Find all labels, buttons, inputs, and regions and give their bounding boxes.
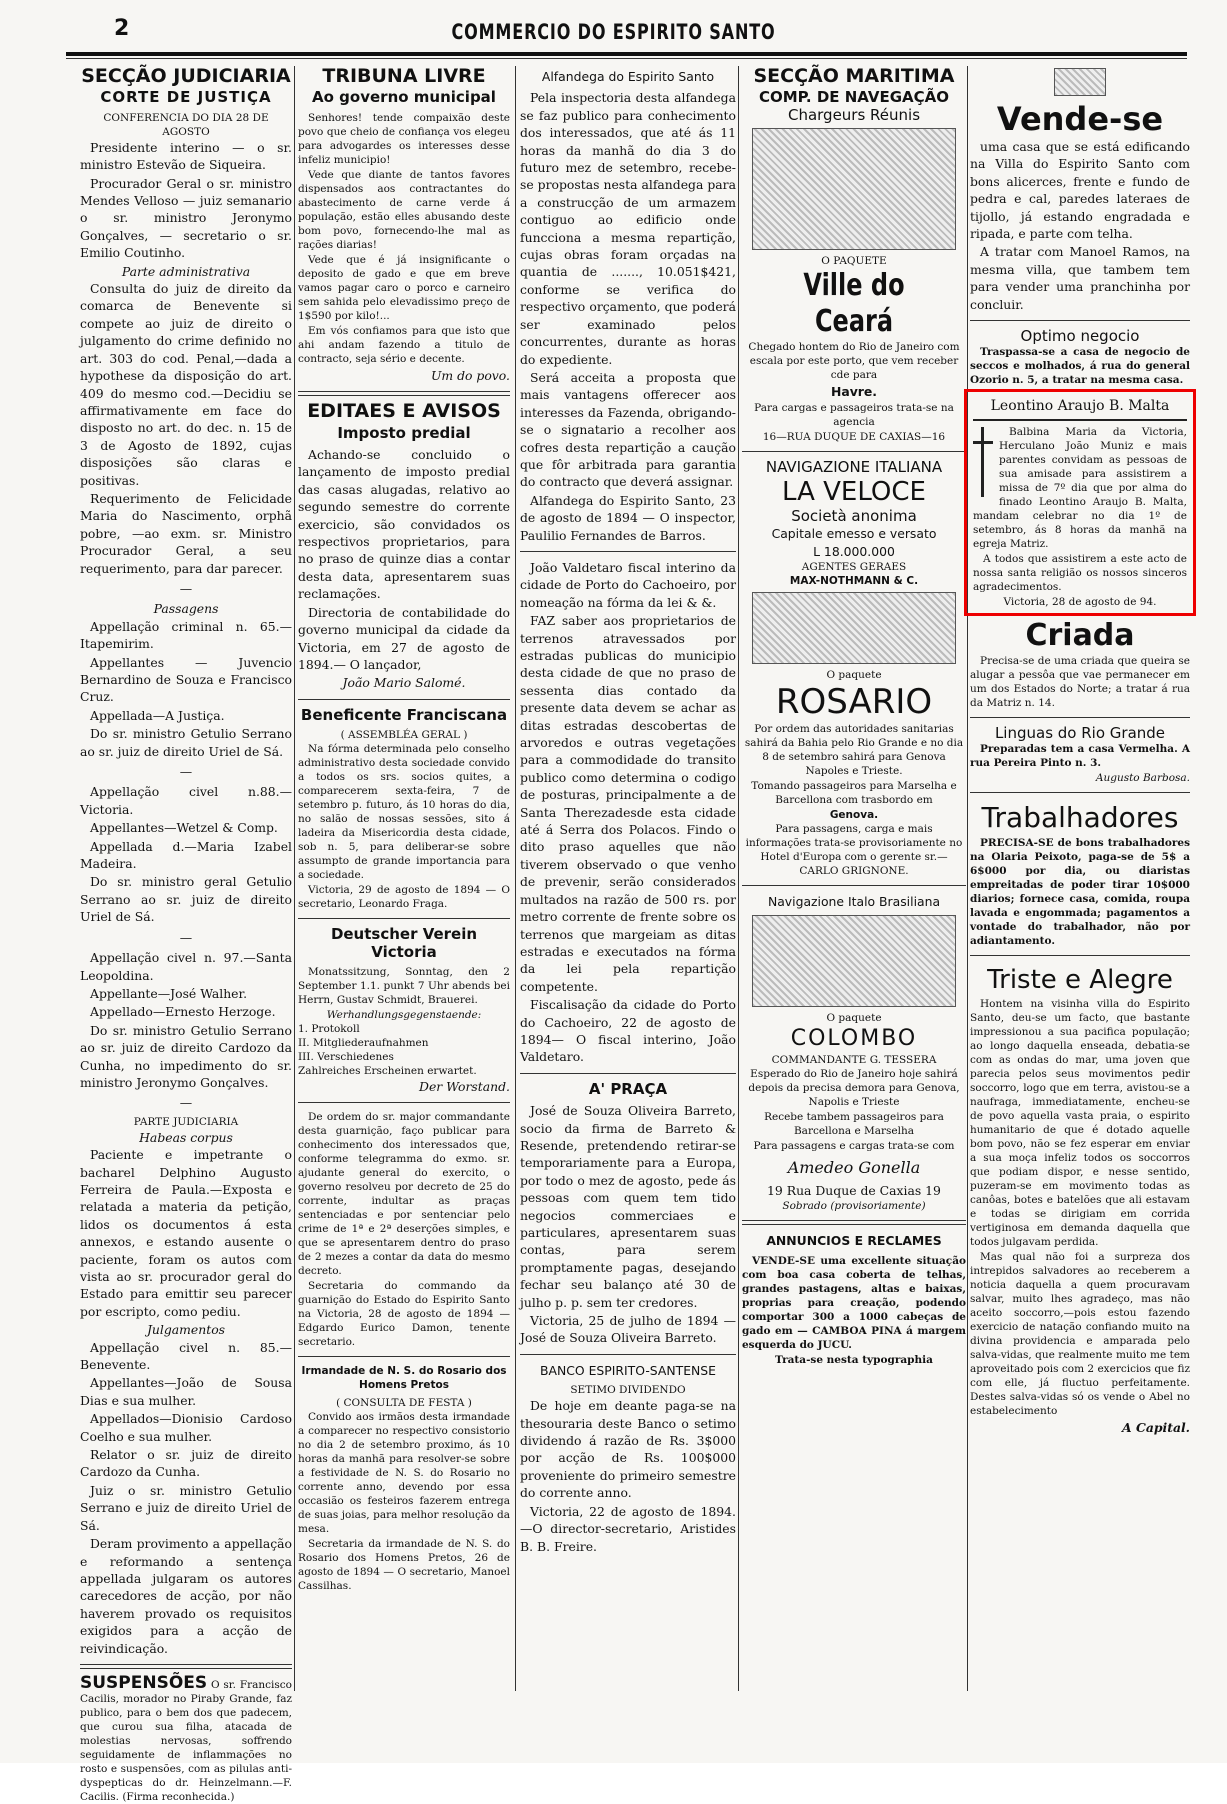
paragraph: Hontem na visinha villa do Espirito Santo, deu-se um facto, que bastante impressionou a sua pacifica população; ao longo daquella enseada, debatia-se com as ondas do mar, uma joven que parecia pelos seus movimentos pedir soccorro, logo que em terra, avistou-se a naufraga, immediatamente, encheu-se de povo aquella vasta praia, o espirito humanitario de que é dotado aquelle bom povo, não se fez esperar em enviar a sua moça infeliz todos os soccorros que podiam dispor, e nesse sentido, puzeram-se em movimento todas as canôas, botes e batelões que ali estavam e todas se dirigiam em corrida vertiginosa em demanda daquella que todos julgavam perdida.: [970, 998, 1190, 1249]
paragraph: De ordem do sr. major commandante desta guarnição, faço publicar para conhecimento dos interessados que, conforme telegramma do exmo. sr. ajudante general do exercito, o governo resolveu por decreto de 25 do corrente, indultar as praças sentenciadas e por sentenciar pelo crime de 1ª e 2ª deserções simples, e que se apresentarem dentro do praso de 2 mezes a contar da data do mesmo decreto.: [298, 1111, 510, 1278]
list-item: III. Verschiedenes: [298, 1050, 394, 1063]
label: Società anonima: [791, 507, 917, 526]
section-title: TRIBUNA LIVRE: [322, 65, 486, 87]
paragraph: Victoria, 22 de agosto de 1894.—O director-secretario, Aristides B. B. Freire.: [520, 1503, 736, 1554]
ad-title: Trabalhadores: [981, 801, 1179, 835]
paragraph: Do sr. ministro Getulio Serrano ao sr. juiz de direito Uriel de Sá.: [80, 726, 292, 759]
section-title: ANNUNCIOS E RECLAMES: [766, 1233, 942, 1249]
paragraph: Tomando passageiros para Marselha e Barcellona com trasbordo em: [751, 780, 957, 807]
notice-name: Leontino Araujo B. Malta: [973, 398, 1187, 420]
paragraph: Presidente interino — o sr. ministro Estevão de Siqueira.: [80, 139, 292, 173]
ad-title: Optimo negocio: [1020, 327, 1140, 346]
label: AGENTES GERAES: [801, 561, 907, 574]
signature: João Mario Salomé.: [342, 675, 466, 691]
destination: Havre.: [830, 384, 878, 400]
paragraph: Alfandega do Espirito Santo, 23 de agosto de 1894 — O inspector, Paulilio Fernandes de Barros.: [520, 492, 736, 543]
list-item: Zahlreiches Erscheinen erwartet.: [298, 1064, 477, 1077]
paragraph: Em vós confiamos para que isto que ahi andam fazendo a titulo de contracto, seja sério e decente.: [298, 324, 510, 365]
paragraph: Appellantes—Wetzel & Comp.: [90, 820, 278, 836]
paragraph: Balbina Maria da Victoria, Herculano João Muniz e mais parentes convidam as pessoas de sua amisade para assistirem a missa de 7º dia que por alma do finado Leontino Araujo B. Malta, mandam celebrar no dia 1º de setembro, ás 8 horas da manhã na egreja Matriz.: [973, 425, 1187, 550]
paragraph: Victoria, 25 de julho de 1894 —José de Souza Oliveira Barreto.: [520, 1313, 736, 1346]
label: Sobrado (provisoriamente): [782, 1200, 926, 1213]
ship-name: COLOMBO: [790, 1025, 918, 1051]
header-rule: [66, 52, 1187, 56]
paragraph: Vede que é já insignificante o deposito de gado e que em breve vamos pagar caro o porco e carneiro sem sahida pelo elevadissimo preço de 1$590 por kilo!...: [298, 253, 510, 322]
company-name: COMP. DE NAVEGAÇÃO: [758, 88, 950, 107]
paragraph: Appellantes — Juvencio Bernardino de Souza e Francisco Cruz.: [80, 654, 292, 705]
list-item: 1. Protokoll: [298, 1022, 360, 1035]
column-tribuna: [298, 64, 510, 1694]
paragraph: João Valdetaro fiscal interino da cidade de Porto do Cachoeiro, por nomeação na fórma da lei & &.: [520, 559, 736, 610]
paragraph: Traspassa-se a casa de negocio de seccos e molhados, á rua do general Ozorio n. 5, a tratar na mesma casa.: [970, 346, 1190, 387]
paragraph: Relator o sr. juiz de direito Cardozo da Cunha.: [80, 1447, 292, 1480]
paragraph: Juiz o sr. ministro Getulio Serrano e juiz de direito Uriel de Sá.: [80, 1482, 292, 1533]
subheading: Julgamentos: [146, 1322, 226, 1338]
paragraph: Convido aos irmãos desta irmandade a comparecer no respectivo consistorio no dia 2 de setembro proximo, ás 10 horas da manhã para resolver-se sobre a festividade de N. S. do Rosario no corrente anno, devendo por essa occasião os festeiros fazerem entrega de suas joias, para melhor resolução da mesa.: [298, 1411, 510, 1536]
column-notices: [520, 64, 736, 1694]
building-icon: [1054, 68, 1106, 96]
paragraph: Vede que diante de tantos favores dispensados aos contractantes do abastecimento de carne verde á população, estão elles abusando deste bom povo, fornecendo-lhe mal as rações diarias!: [298, 168, 510, 251]
paragraph: Directoria de contabilidade do governo municipal da cidade da Victoria, em 27 de agosto de 1894.— O lançador,: [298, 604, 510, 672]
article-title: Irmandade de N. S. do Rosario dos Homens Pretos: [301, 1365, 507, 1392]
subheading: ( ASSEMBLÉA GERAL ): [340, 729, 468, 742]
subheading: Passagens: [153, 601, 219, 617]
subheading: Parte administrativa: [121, 263, 251, 279]
paragraph: Appellado—Ernesto Herzoge.: [90, 1004, 276, 1020]
paragraph: Para passagens, carga e mais informações trata-se provisoriamente no Hotel d'Europa com o gerente sr.—CARLO GRIGNONE.: [745, 823, 963, 878]
paragraph: uma casa que se está edificando na Villa do Espirito Santo com bons alicerces, frente e fundo de pedra e cal, paredes lateraes de tijollo, já estando engradada e ripada, e parte com telha.: [970, 139, 1190, 242]
address: 16—RUA DUQUE DE CAXIAS—16: [762, 430, 946, 443]
cross-icon: [973, 427, 993, 497]
article-title: Ao governo municipal: [312, 88, 496, 107]
paragraph: Secretaria do commando da guarnição do Estado do Espirito Santo na Victoria, 28 de agosto de 1894 — Edgardo Eurico Damon, tenente secretario.: [298, 1280, 510, 1349]
paragraph: Appellada d.—Maria Izabel Madeira.: [80, 838, 292, 872]
paragraph: Appellada—A Justiça.: [90, 707, 225, 723]
paragraph: Appellação criminal n. 65.—Itapemirim.: [80, 618, 292, 652]
article-title: BANCO ESPIRITO-SANTENSE: [539, 1362, 716, 1378]
article-title: Deutscher Verein Victoria: [330, 925, 478, 961]
subheading: Habeas corpus: [139, 1129, 233, 1145]
masthead-title: COMMERCIO DO ESPIRITO SANTO: [451, 20, 776, 44]
section-title: SECÇÃO JUDICIARIA: [81, 65, 291, 87]
article-title: Imposto predial: [337, 423, 471, 442]
ship-name: Ville do Ceará: [803, 268, 905, 340]
paragraph: Procurador Geral o sr. ministro Mendes Velloso — juiz semanario o sr. ministro Jeronymo Gonçalves, — secretario o sr. Emilio Coutinho.: [80, 175, 292, 261]
page-number: 2: [114, 16, 130, 41]
signature: Um do povo.: [430, 367, 510, 383]
subheading: PARTE JUDICIARIA: [133, 1115, 239, 1128]
paragraph: Consulta do juiz de direito da comarca de Benevente si compete ao juiz de direito o julgamento do crime definido no art. 303 do cod. Penal,—dada a hypothese da disposição do art. 409 do mesmo cod.—Decidiu se affirmativamente em face do disposto no art. do dec. n. 15 de 3 de Agosto de 1892, cujas disposições são claras e positivas.: [80, 281, 292, 488]
paragraph: Precisa-se de uma criada que queira se alugar a pessôa que vae permanecer em um dos Estados do Norte; a tratar á rua da Matriz n. 14.: [970, 654, 1190, 709]
agent-name: Amedeo Gonella: [787, 1157, 921, 1177]
article-title: A' PRAÇA: [588, 1079, 668, 1098]
company-name: Navigazione Italo Brasiliana: [767, 894, 941, 910]
paragraph: Chegado hontem do Rio de Janeiro com escala por este porto, que vem receber cde para: [748, 341, 960, 382]
column-divider: [515, 66, 516, 1691]
ad-title: Triste e Alegre: [987, 965, 1173, 996]
paragraph: Secretaria da irmandade de N. S. do Rosario dos Homens Pretos, 26 de agosto de 1894 — O secretario, Manoel Cassilhas.: [298, 1538, 510, 1593]
label: O PAQUETE: [821, 255, 887, 268]
company-name: Chargeurs Réunis: [787, 105, 921, 124]
list-item: II. Mitgliederaufnahmen: [298, 1036, 429, 1049]
paragraph: Appellantes—João de Sousa Dias e sua mulher.: [80, 1375, 292, 1408]
ship-illustration: [752, 592, 956, 664]
ad-title: Vende-se: [996, 100, 1164, 138]
address: 19 Rua Duque de Caxias 19: [767, 1183, 941, 1199]
column-divider: [294, 66, 295, 1691]
paragraph: José de Souza Oliveira Barreto, socio da firma de Barreto & Resende, pretendendo retirar-se temporariamente para a Europa, por todo o mez de agosto, pede ás pessoas com quem tem tido negocios commerciaes e particulares, apresentarem suas contas, para serem promptamente pagas, desejando fechar seu balanço até 30 de julho p. p. sem ter credores.: [520, 1103, 736, 1310]
ad-text: O sr. Francisco Cacilis, morador no Piraby Grande, faz publico, para o bem dos que padecem, que curou sua filha, atacada de molestias nervosas, soffrendo seguidamente de inflammações no rosto e suspensões, com as pilulas anti-dyspepticas do dr. Heinzelmann.—F. Cacilis. (Firma reconhecida.): [80, 1678, 292, 1803]
paragraph: Mas qual não foi a surpreza dos intrepidos salvadores ao receberem a noticia daquella a quem procuravam salvar, muito lhes agradeço, mas não aceito soccorro,—pois estou fazendo exercicio de natação confiando muito na divina providencia e amparada pelo salva-vidas, que realmente muito me tem aproveitado pois com 2 exercicios que fiz com elle, já fluctuo perfeitamente. Destes salva-vidas só os vende o Abel no estabelecimento: [970, 1251, 1190, 1418]
subheading: SETIMO DIVIDENDO: [570, 1384, 686, 1397]
paragraph: Paciente e impetrante o bacharel Delphino Augusto Ferreira de Paula.—Exposta e relatada a materia da petição, lidos os documentos á esta annexos, e estando ausente o paciente, foram os autos com vista ao sr. procurador geral do Estado para emittir seu parecer por escripto, como pediu.: [80, 1147, 292, 1319]
subheading: Werhandlungsgegenstaende:: [326, 1008, 482, 1021]
ad-title: Criada: [1025, 617, 1135, 653]
label: COMMANDANTE G. TESSERA: [771, 1053, 937, 1066]
highlighted-obituary-notice: [964, 389, 1196, 615]
ad-title: Linguas do Rio Grande: [994, 723, 1166, 742]
destination: Genova.: [829, 809, 879, 822]
paragraph: Monatssitzung, Sonntag, den 2 September 1.1. punkt 7 Uhr abends bei Herrn, Gustav Schmidt, Brauerei.: [298, 965, 510, 1006]
paragraph: PRECISA-SE de bons trabalhadores na Olaria Peixoto, paga-se de 5$ a 6$000 por dia, ou diaristas empreitadas de poder tirar 10$000 diarios; fornece casa, comida, roupa lavada e engommada; pagamentos a vontade do trabalhador, não por adiantamento.: [970, 837, 1190, 948]
paragraph: Do sr. ministro Getulio Serrano ao sr. juiz de direito Cardozo da Cunha, no impedimento do sr. ministro Jeronymo Gonçalves.: [80, 1022, 292, 1090]
label: O paquete: [826, 1011, 882, 1024]
paragraph: A tratar com Manoel Ramos, na mesma villa, que tambem tem para vender uma pranchinha por concluir.: [970, 244, 1190, 312]
column-divider: [738, 66, 739, 1691]
court-title: CORTE DE JUSTIÇA: [100, 88, 272, 107]
paragraph: Recebe tambem passageiros para Barcellona e Marselha: [764, 1110, 944, 1137]
signature: Trata-se nesta typographia: [775, 1353, 933, 1366]
paragraph: Appellação civel n.88.—Victoria.: [80, 784, 292, 817]
ship-illustration: [752, 128, 956, 250]
conference-date: CONFERENCIA DO DIA 28 DE AGOSTO: [103, 111, 269, 138]
paragraph: Por ordem das autoridades sanitarias sahirá da Bahia pelo Rio Grande e no dia 8 de setembro sahirá para Genova Napoles e Trieste.: [744, 723, 964, 778]
subheading: ( CONSULTA DE FESTA ): [336, 1397, 472, 1410]
paragraph: Appellação civel n. 97.—Santa Leopoldina.: [80, 950, 292, 983]
section-title: SECÇÃO MARITIMA: [753, 65, 955, 87]
paragraph: Pela inspectoria desta alfandega se faz publico para conhecimento dos interessados, que até ás 11 horas da manhã do dia 3 do futuro mez de setembro, recebe-se propostas nesta alfandega para a construcção de um armazem contiguo ao edificio onde funcciona a mesma repartição, cujas obras foram orçadas na quantia de ......., 10.051$421, conforme se verifica do respectivo orçamento, que poderá ser examinado pelos concurrentes, durante as horas do expediente.: [520, 90, 736, 367]
paragraph: Achando-se concluido o lançamento de imposto predial das casas alugadas, relativo ao segundo semestre do corrente exercicio, são convidados os respectivos proprietarios, para no praso de quinze dias a contar desta data, apresentarem suas reclamações.: [298, 447, 510, 602]
paragraph: Para passagens e cargas trata-se com: [753, 1139, 955, 1152]
paragraph: Appellante—José Walher.: [90, 985, 248, 1001]
paragraph: Victoria, 29 de agosto de 1894 — O secretario, Leonardo Fraga.: [298, 884, 510, 911]
column-maritime: [742, 64, 966, 1694]
article-title: Beneficente Franciscana: [300, 705, 508, 724]
paragraph: A todos que assistirem a este acto de nossa santa religião os nossos sinceros agradecimentos.: [973, 552, 1187, 593]
ship-illustration: [752, 915, 956, 1007]
paragraph: Do sr. ministro geral Getulio Serrano ao sr. juiz de direito Uriel de Sá.: [80, 874, 292, 925]
company-name: LA VELOCE: [782, 477, 926, 508]
column-judiciary: SECÇÃO JUDICIARIA CORTE DE JUSTIÇA CONFERENCIA DO DIA 28 DE AGOSTO Presidente interino — o sr. ministro Estevão de Siqueira. Procurador Geral o sr. ministro Mendes Velloso — juiz semanario o sr. ministro Jeronymo Gonçalves, — secretario o sr. Emilio Coutinho. Parte administrativa Consulta do juiz de direito da comarca de Benevente si compete ao juiz de direito o julgamento do crime definido no art. 303 do cod. Penal,—dada a hypothese da disposição do art. 409 do mesmo cod.—Decidiu se affirmativamente em face do disposto no art. do dec. n. 15 de 3 de Agosto de 1892, cujas disposições são claras e positivas. Requerimento de Felicidade Maria do Nascimento, orphã pobre, —ao exm. sr. Ministro Procurador Geral, a seu requerimento, para dar parecer. — Passagens Appellação criminal n. 65.—Itapemirim. Appellantes — Juvencio Bernardino de Souza e Francisco Cruz. Appellada—A Justiça. Do sr. ministro Getulio Serrano ao sr. juiz de direito Uriel de Sá. — Appellação civel n.88.—Victoria. Appellantes—Wetzel & Comp. Appellada d.—Maria Izabel Madeira. Do sr. ministro geral Getulio Serrano ao sr. juiz de direito Uriel de Sá. — Appellação civel n. 97.—Santa Leopoldina. Appellante—José Walher. Appellado—Ernesto Herzoge. Do sr. ministro Getulio Serrano ao sr. juiz de direito Cardozo da Cunha, no impedimento do sr. ministro Jeronymo Gonçalves. — PARTE JUDICIARIA Habeas corpus Paciente e impetrante o bacharel Delphino Augusto Ferreira de Paula.—Exposta e relatada a materia da petição, lidos os documentos á esta annexos, e estando ausente o paciente, foram os autos com vista ao sr. procurador geral do Estado para emittir seu parecer por escripto, como pediu. Julgamentos Appellação civel n. 85.—Benevente. Appellantes—João de Sousa Dias e sua mulher. Appellados—Dionisio Cardoso Coelho e sua mulher. Relator o sr. juiz de direito Cardozo da Cunha. Juiz o sr. ministro Getulio Serrano e juiz de direito Uriel de Sá. Deram provimento a appellação e reformando a sentença appellada julgaram os autores carecedores de acção, por não haverem provado os requisitos exigidos para a acção de reivindicação. SUSPENSÕES O sr. Francisco Cacilis, morador no Piraby Grande, faz publico, para o bem dos que padecem, que curou sua filha, atacada de molestias nervosas, soffrendo seguidamente de inflammações no rosto e suspensões, com as pilulas anti-dyspepticas do dr. Heinzelmann.—F. Cacilis. (Firma reconhecida.): [80, 65, 292, 1803]
ad-title: SUSPENSÕES: [80, 1672, 208, 1693]
paragraph: FAZ saber aos proprietarios de terrenos atravessados por estradas publicas do municipio desta cidade de que no praso de sessenta dias contado da presente data devem se achar as ditas estradas descobertas de arvoredos e outras vegetações para a commodidade do transito publico como determina o codigo de posturas, principalmente a de Santa Therezadesde esta cidade até á Serra dos Polacos. Findo o dito praso aquelles que não tiverem observado o que venho de prevenir, serão considerados multados na razão de 500 rs. por metro corrente de frente sobre os terrenos que margeiam as ditas estradas e executados na fórma da lei pela repartição competente.: [520, 613, 736, 994]
paragraph: Será acceita a proposta que mais vantagens offerecer aos interesses da Fazenda, obrigando-se o signatario a recolher aos cofres desta repartição a caução que fôr arbitrada para garantia do contracto que deverá assignar.: [520, 369, 736, 490]
signature: A Capital.: [1122, 1420, 1190, 1436]
notice-date: Victoria, 28 de agosto de 94.: [1003, 595, 1157, 608]
column-divider: [967, 66, 968, 1691]
paragraph: De hoje em deante paga-se na thesouraria deste Banco o setimo dividendo á razão de Rs. 3$000 por acção de Rs. 100$000 proveniente do primeiro semestre do corrente anno.: [520, 1398, 736, 1501]
company-name: NAVIGAZIONE ITALIANA: [765, 457, 943, 476]
paragraph: Para cargas e passageiros trata-se na agencia: [754, 401, 954, 428]
column-ads: [970, 64, 1190, 1694]
header-rule-thin: [66, 58, 1187, 59]
signature: Augusto Barbosa.: [1095, 772, 1190, 785]
signature: Der Worstand.: [419, 1078, 510, 1094]
agents-name: MAX-NOTHMANN & C.: [789, 575, 919, 588]
paragraph: VENDE-SE uma excellente situação com boa casa coberta de telhas, grandes pastagens, altas e baixas, proprias para creação, podendo comportar 300 a 1000 cabeças de gado em — CAMBOA PINA á margem esquerda do JUCU.: [742, 1254, 966, 1351]
paragraph: Na fórma determinada pelo conselho administrativo desta sociedade convido a todos os srs. socios quites, a comparecerem sexta-feira, 7 de setembro p. futuro, ás 10 horas do dia, no salão de nossas sessões, sito á ladeira da Misericordia desta cidade, sob n. 5, para deliberar-se sobre assumpto de grande importancia para a sociedade.: [298, 743, 510, 882]
label: O paquete: [826, 669, 882, 682]
paragraph: Senhores! tende compaixão deste povo que cheio de confiança vos elegeu para advogardes os interesses desse infeliz municipio!: [298, 111, 510, 166]
paragraph: Esperado do Rio de Janeiro hoje sahirá depois da precisa demora para Genova, Napolis e Trieste: [748, 1067, 960, 1108]
paragraph: Deram provimento a appellação e reformando a sentença appellada julgaram os autores carecedores de acção, por não haverem provado os requisitos exigidos para a acção de reivindicação.: [80, 1536, 292, 1656]
paragraph: Requerimento de Felicidade Maria do Nascimento, orphã pobre, —ao exm. sr. Ministro Procurador Geral, a seu requerimento, para dar parecer.: [80, 490, 292, 576]
paragraph: Appellados—Dionisio Cardoso Coelho e sua mulher.: [80, 1411, 292, 1444]
article-title: Alfandega do Espirito Santo: [541, 69, 715, 84]
paragraph: Fiscalisação da cidade do Porto do Cachoeiro, 22 de agosto de 1894— O fiscal interino, João Valdetaro.: [520, 997, 736, 1065]
section-title: EDITAES E AVISOS: [307, 400, 501, 423]
ship-name: ROSARIO: [775, 682, 933, 723]
label: L 18.000.000: [813, 543, 895, 559]
paragraph: Preparadas tem a casa Vermelha. A rua Pereira Pinto n. 3.: [970, 743, 1190, 770]
paragraph: Appellação civel n. 85.—Benevente.: [80, 1339, 292, 1373]
label: Capitale emesso e versato: [771, 526, 937, 542]
